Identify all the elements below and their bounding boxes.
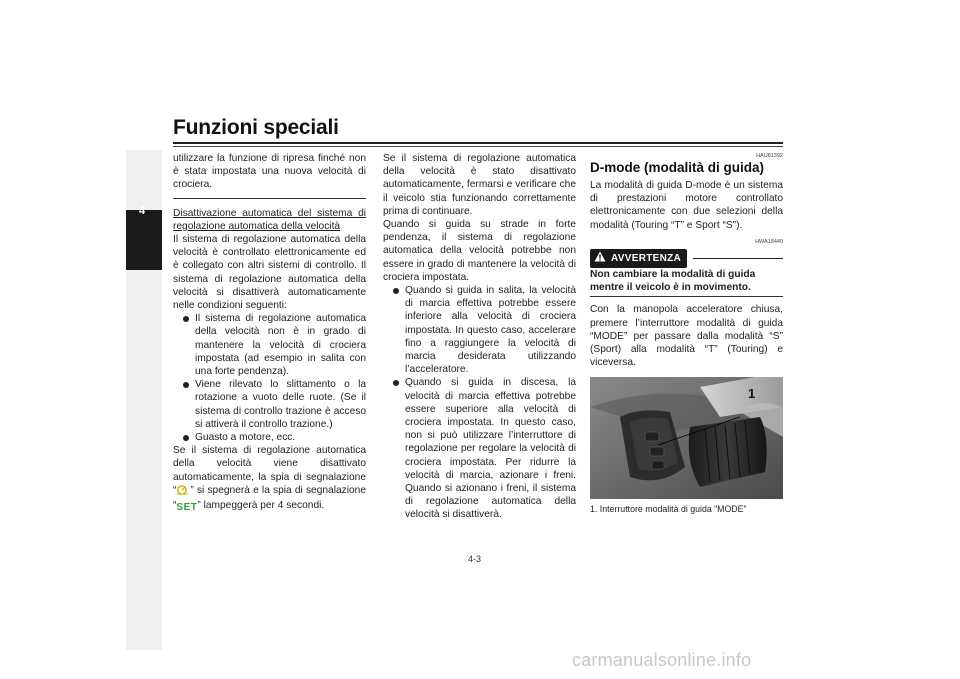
- col1-intro: utilizzare la funzione di ripresa finché non è stata impostata una nuova velocità di crociera.: [173, 153, 366, 191]
- col2-para1: Se il sistema di regolazione automatica della velocità è stato disattivato automaticamente, fermarsi e verificare che il veicolo stia funzionando correttamente prima di continuare.: [383, 153, 576, 217]
- col1-para1: Il sistema di regolazione automatica della velocità è controllato elettronicamente ed è collegato con altri sistemi di controllo. Il sistema di regolazione automatica della velocità si disattiverà automaticamente nelle condizioni seguenti:: [173, 234, 366, 312]
- chapter-tab-active: [126, 210, 162, 270]
- chapter-tab: [126, 150, 162, 650]
- list-item: Guasto a motore, ecc.: [195, 431, 366, 444]
- cruise-indicator-icon: [176, 484, 190, 499]
- list-item: Quando si guida in salita, la velocità di marcia effettiva potrebbe essere inferiore alla velocità di crociera impostata. In questo caso, accelerare fino a raggiungere la velocità di marcia desiderata utilizzando l’acceleratore.: [405, 285, 576, 376]
- col1-subheading: Disattivazione automatica del sistema di regolazione automatica della velocità: [173, 207, 366, 232]
- col3-para2: Con la manopola acceleratore chiusa, premere l’interruttore modalità di guida “MODE” per passare dalla modalità “S” (Sport) alla modalità “T” (Touring) e viceversa.: [590, 304, 783, 369]
- warning-label: AVVERTENZA: [611, 252, 682, 264]
- watermark: carmanualsonline.info: [572, 650, 752, 670]
- col1-bullet-list: [173, 312, 366, 444]
- list-item: Il sistema di regolazione automatica della velocità non è in grado di mantenere la velocità di crociera impostata (ad esempio in salita con una forte pendenza).: [195, 313, 366, 378]
- header-rule-thin: [173, 146, 783, 147]
- warning-header: [590, 249, 783, 268]
- handlebar-switch-photo: [590, 377, 783, 499]
- warning-rule: [693, 258, 783, 260]
- page-number: 4-3: [468, 554, 482, 564]
- figure-caption: 1. Interruttore modalità di guida “MODE”: [590, 504, 747, 515]
- col1-para2-a: Se il sistema di regolazione automatica della velocità viene disattivato automaticamente, la spia di segnalazione “: [173, 445, 366, 496]
- col3-para1: La modalità di guida D-mode è un sistema di prestazioni motore controllato elettronicamente con due selezioni della modalità (Touring “T” e Sport “S”).: [590, 180, 783, 231]
- section-code: HAU81392: [756, 153, 783, 159]
- col1-para2-c: ” lampeggerà per 4 secondi.: [197, 500, 325, 512]
- col1-para2: [173, 444, 366, 514]
- warning-code: HWA18440: [755, 238, 783, 245]
- section-title: D-mode (modalità di guida): [590, 160, 764, 175]
- col1-para2-b: ” si spegnerà e la spia di segnalazione “: [173, 484, 366, 512]
- warning-text: Non cambiare la modalità di guida mentre il veicolo è in movimento.: [590, 269, 756, 294]
- header-rule: [173, 142, 783, 144]
- page-title: Funzioni speciali: [173, 116, 339, 139]
- list-item: Quando si guida in discesa, la velocità di marcia effettiva potrebbe essere superiore alla velocità di crociera impostata. In questo caso, non si può utilizzare l’interruttore di regolazione per regolare la velocità di crociera impostata. Per ridurre la velocità di marcia, azionare i freni. Quando si azionano i freni, il sistema di regolazione automatica della velocità si disattiverà.: [405, 377, 576, 521]
- column-2: [383, 152, 576, 522]
- col1-divider: [173, 198, 366, 199]
- figure-callout-number: 1: [748, 386, 756, 402]
- col2-para2: Quando si guida su strade in forte pendenza, il sistema di regolazione automatica della velocità potrebbe non essere in grado di mantenere la velocità di crociera impostata.: [383, 219, 576, 283]
- column-1: [173, 152, 366, 514]
- column-3: [590, 152, 783, 515]
- warning-badge: [590, 249, 687, 268]
- set-indicator-icon: SET: [176, 502, 198, 514]
- col2-bullet-list: [383, 284, 576, 522]
- chapter-number: 4: [139, 205, 146, 217]
- warning-end-rule: [590, 296, 783, 297]
- warning-triangle-icon: [594, 251, 606, 266]
- list-item: Viene rilevato lo slittamento o la rotazione a vuoto delle ruote. (Se il sistema di controllo trazione è acceso si attiverà il controllo trazione.): [195, 379, 366, 430]
